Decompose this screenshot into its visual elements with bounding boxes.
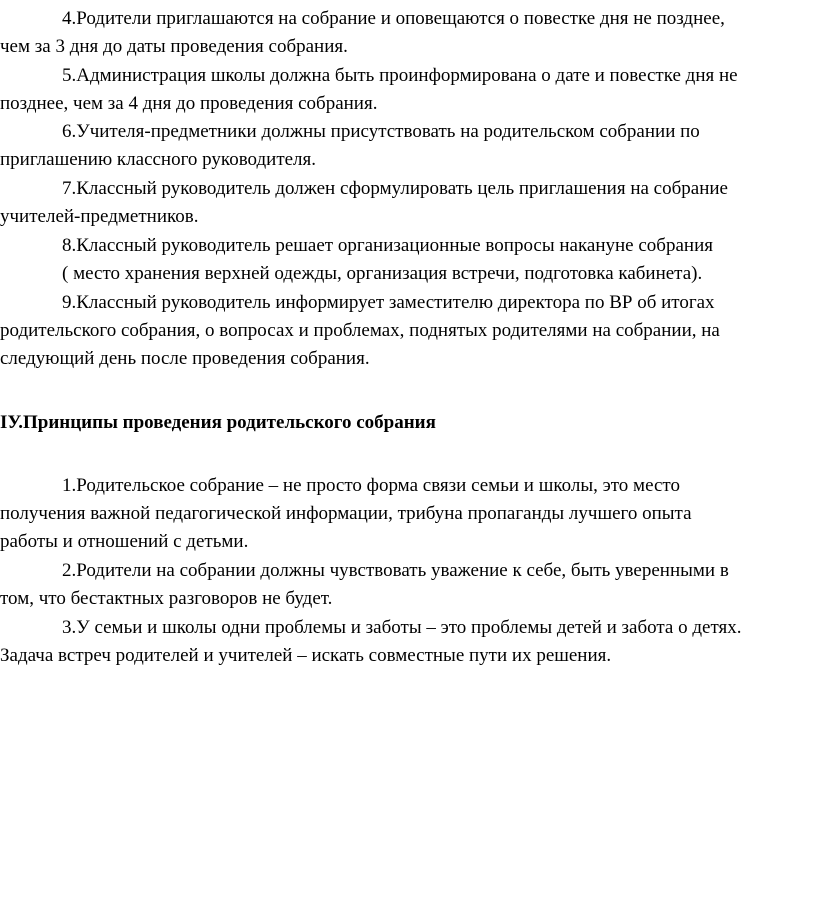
item-5-line-2: позднее, чем за 4 дня до проведения собрания. xyxy=(0,93,378,114)
item-8-line-2: ( место хранения верхней одежды, организация встречи, подготовка кабинета). xyxy=(62,263,703,284)
principle-1-line-3: работы и отношений с детьми. xyxy=(0,531,249,552)
section-heading: IУ.Принципы проведения родительского собрания xyxy=(0,412,436,433)
item-7-line-1: 7.Классный руководитель должен сформулировать цель приглашения на собрание xyxy=(62,178,728,199)
principle-1-line-1: 1.Родительское собрание – не просто форма связи семьи и школы, это место xyxy=(62,475,680,496)
principle-3-line-1: 3.У семьи и школы одни проблемы и заботы – это проблемы детей и забота о детях. xyxy=(62,617,742,638)
item-9-line-2: родительского собрания, о вопросах и проблемах, поднятых родителями на собрании, на xyxy=(0,320,720,341)
item-7-line-2: учителей-предметников. xyxy=(0,206,199,227)
item-6-line-1: 6.Учителя-предметники должны присутствовать на родительском собрании по xyxy=(62,121,700,142)
item-4-line-1: 4.Родители приглашаются на собрание и оповещаются о повестке дня не позднее, xyxy=(62,8,725,29)
principle-2-line-1: 2.Родители на собрании должны чувствовать уважение к себе, быть уверенными в xyxy=(62,560,729,581)
item-9-line-3: следующий день после проведения собрания. xyxy=(0,348,370,369)
item-4-line-2: чем за 3 дня до даты проведения собрания. xyxy=(0,36,348,57)
item-5-line-1: 5.Администрация школы должна быть проинформирована о дате и повестке дня не xyxy=(62,65,738,86)
principle-1-line-2: получения важной педагогической информации, трибуна пропаганды лучшего опыта xyxy=(0,503,692,524)
principle-2-line-2: том, что бестактных разговоров не будет. xyxy=(0,588,333,609)
item-8-line-1: 8.Классный руководитель решает организационные вопросы накануне собрания xyxy=(62,235,713,256)
principle-3-line-2: Задача встреч родителей и учителей – искать совместные пути их решения. xyxy=(0,645,612,666)
item-9-line-1: 9.Классный руководитель информирует заместителю директора по ВР об итогах xyxy=(62,292,715,313)
item-6-line-2: приглашению классного руководителя. xyxy=(0,149,317,170)
